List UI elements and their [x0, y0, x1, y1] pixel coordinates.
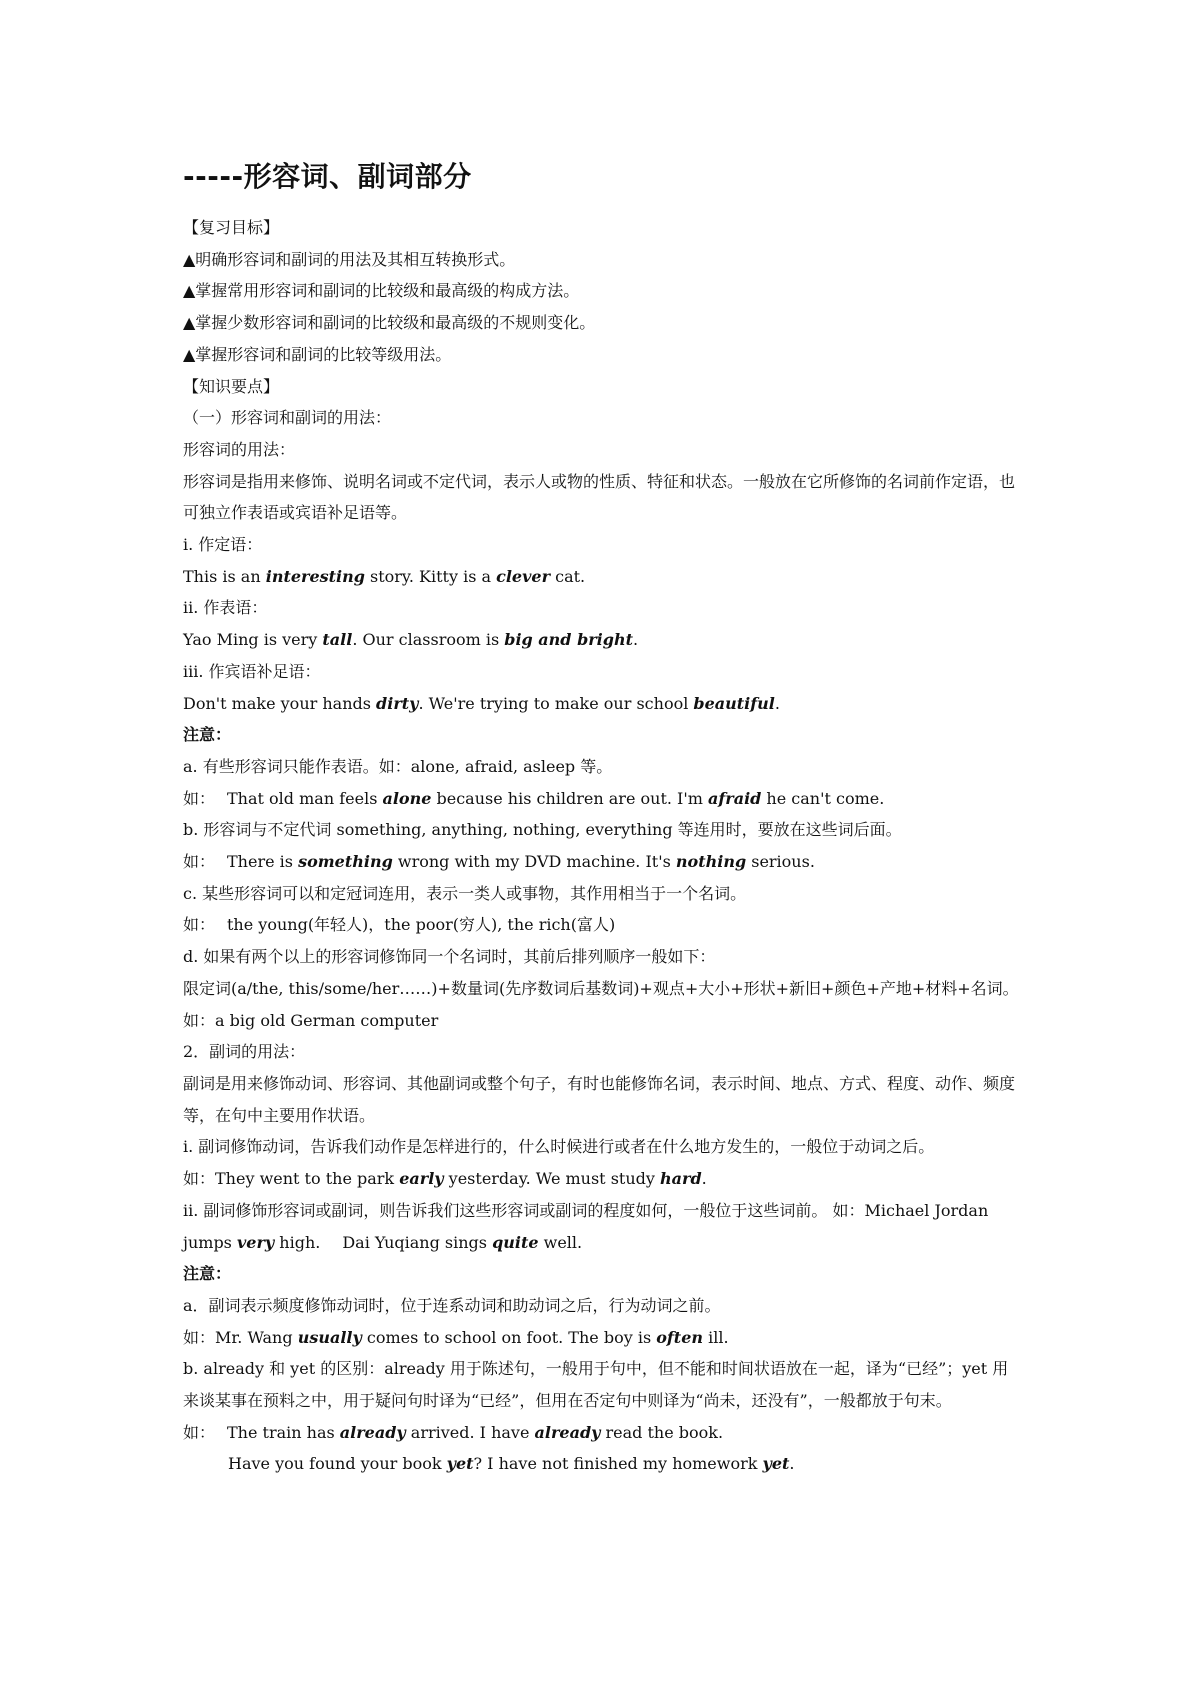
example-line: Yao Ming is very tall. Our classroom is big and bright. — [183, 630, 639, 650]
example-line: 如：They went to the park early yesterday. We must study hard. — [183, 1169, 707, 1189]
example-line: 如： the young(年轻人)，the poor(穷人), the rich(富人) — [183, 915, 616, 935]
item-predicative: ii. 作表语： — [183, 598, 268, 618]
section-title: -----形容词、副词部分 — [183, 160, 472, 193]
paragraph-already-yet: b. already 和 yet 的区别：already 用于陈述句，一般用于句中，但不能和时间状语放在一起，译为“已经”；yet 用来谈某事在预料之中，用于疑问句时译为“已经”，但用在否定句中则译为“尚未，还没有”，一般都放于句末。 — [183, 1359, 1009, 1411]
adverb-item: ii. 副词修饰形容词或副词，则告诉我们这些形容词或副词的程度如何，一般位于这些词前。 如：Michael Jordan jumps very high. Dai Yuqiang sings quite well. — [183, 1200, 989, 1252]
paragraph-adjective-order: 限定词(a/the, this/some/her……)+数量词(先序数词后基数词)+观点+大小+形状+新旧+颜色+产地+材料+名词。 — [183, 978, 1019, 998]
goal-item: ▲掌握常用形容词和副词的比较级和最高级的构成方法。 — [183, 281, 580, 301]
goal-item: ▲掌握形容词和副词的比较等级用法。 — [183, 344, 452, 364]
example-line: 如：Mr. Wang usually comes to school on foot. The boy is often ill. — [183, 1327, 729, 1347]
example-line: 如： There is something wrong with my DVD machine. It's nothing serious. — [183, 852, 815, 872]
note-item: d. 如果有两个以上的形容词修饰同一个名词时，其前后排列顺序一般如下： — [183, 947, 716, 967]
adverb-item: i. 副词修饰动词，告诉我们动作是怎样进行的，什么时候进行或者在什么地方发生的，一般位于动词之后。 — [183, 1137, 935, 1157]
note-item: a．副词表示频度修饰动词时，位于连系动词和助动词之后，行为动词之前。 — [183, 1295, 721, 1315]
item-attributive: i. 作定语： — [183, 535, 263, 555]
note-item: c. 某些形容词可以和定冠词连用，表示一类人或事物，其作用相当于一个名词。 — [183, 883, 747, 903]
note-item: a. 有些形容词只能作表语。如：alone, afraid, asleep 等。 — [183, 756, 613, 776]
example-line: 如：a big old German computer — [183, 1010, 439, 1030]
heading-review-goals: 【复习目标】 — [183, 218, 280, 237]
paragraph-adverb-definition: 副词是用来修饰动词、形容词、其他副词或整个句子，有时也能修饰名词，表示时间、地点、方式、程度、动作、频度等，在句中主要用作状语。 — [183, 1073, 1016, 1125]
example-line: 如： That old man feels alone because his children are out. I'm afraid he can't come. — [183, 788, 885, 808]
goal-item: ▲掌握少数形容词和副词的比较级和最高级的不规则变化。 — [183, 313, 596, 333]
subheading-adjective-usage: 形容词的用法： — [183, 439, 296, 459]
example-line: Have you found your book yet? I have not finished my homework yet. — [228, 1454, 795, 1474]
subheading-usage: （一）形容词和副词的用法： — [183, 408, 392, 428]
paragraph-adjective-definition: 形容词是指用来修饰、说明名词或不定代词，表示人或物的性质、特征和状态。一般放在它所修饰的名词前作定语，也可独立作表语或宾语补足语等。 — [183, 471, 1016, 523]
example-line: 如： The train has already arrived. I have already read the book. — [183, 1422, 724, 1442]
example-line: This is an interesting story. Kitty is a clever cat. — [183, 566, 586, 586]
note-item: b. 形容词与不定代词 something, anything, nothing, everything 等连用时，要放在这些词后面。 — [183, 820, 902, 840]
note-heading: 注意： — [183, 725, 232, 745]
note-heading: 注意： — [183, 1264, 232, 1284]
item-object-complement: iii. 作宾语补足语： — [183, 661, 321, 681]
heading-key-points: 【知识要点】 — [183, 376, 280, 396]
subheading-adverb-usage: 2．副词的用法： — [183, 1042, 306, 1062]
goal-item: ▲明确形容词和副词的用法及其相互转换形式。 — [183, 249, 516, 269]
example-line: Don't make your hands dirty. We're trying to make our school beautiful. — [183, 693, 780, 713]
document-body — [183, 160, 1023, 1480]
